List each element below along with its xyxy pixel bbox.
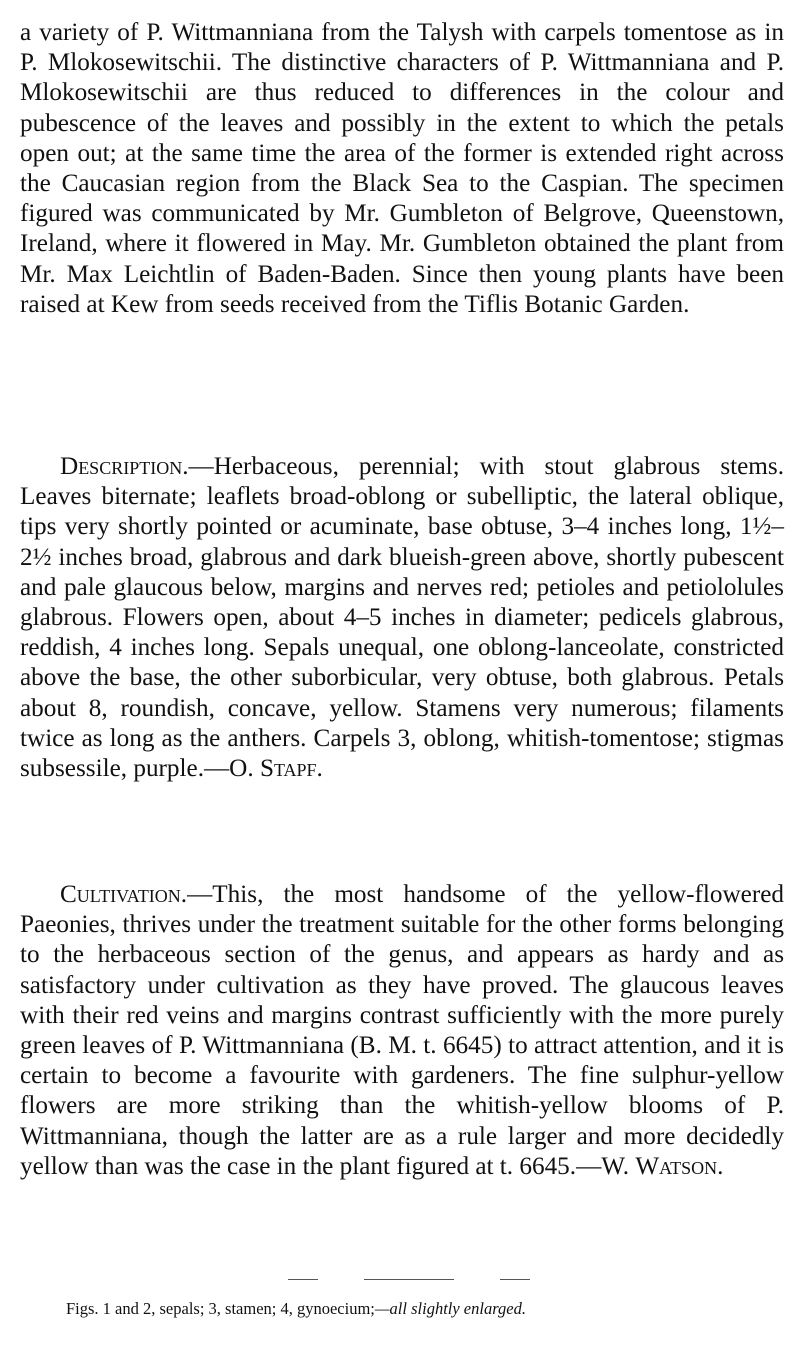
- term: Carpels: [313, 724, 391, 752]
- separator-rule: [288, 1279, 318, 1280]
- description-heading: Description.: [60, 453, 189, 480]
- text-run: and: [709, 49, 767, 77]
- paragraph-continuation: [20, 18, 784, 320]
- caption-note: —all slightly enlarged.: [374, 1299, 526, 1318]
- author-signature: Watson.: [635, 1152, 724, 1180]
- text-run: are thus reduced to differences in the colour and pubescence of the leaves and possibly in the extent to which the petals open out; at the same time the area of the former is extended right across the Caucasian region from the Black Sea to the Caspian. The specimen figured was communicated by Mr. Gumbleton of Belgrove, Queenstown, Ireland, where it flowered in May. Mr. Gumbleton obtained the plant from Mr. Max Leichtlin of Baden-Baden. Since then young plants have been raised at Kew from seeds received from the Tiflis Botanic Garden.: [20, 79, 784, 318]
- text-run: perennial; with stout glabrous stems.: [338, 453, 784, 480]
- species-name: P. Mlokosewitschii: [20, 49, 784, 107]
- term: Leaves: [20, 483, 92, 511]
- term: Petals: [723, 664, 784, 692]
- text-run: though the latter are as a rule larger and more decidedly yellow than was the case in the plant figured at t. 6645.—W.: [20, 1122, 784, 1180]
- species-name: P. Wittmanniana,: [20, 1092, 784, 1150]
- text-run: unequal, one oblong-lanceolate, constricted above the base, the other suborbicular, very obtuse, both glabrous.: [20, 634, 784, 692]
- term: Flowers: [122, 604, 204, 632]
- caption-text: Figs. 1 and 2, sepals; 3, stamen; 4, gynoecium;: [66, 1299, 375, 1318]
- species-name: P. Wittmanniana: [146, 19, 314, 46]
- author-signature: Stapf.: [259, 755, 323, 783]
- cultivation-paragraph: [20, 880, 784, 1182]
- species-name: P. Mlokosewitschii.: [20, 49, 223, 77]
- separator-rule: [500, 1279, 530, 1280]
- text-run: The distinctive characters of: [222, 49, 541, 77]
- cultivation-heading: Cultivation.: [60, 881, 188, 908]
- text-run: about 8, roundish, concave, yellow.: [20, 694, 416, 722]
- term: Sepals: [263, 634, 330, 662]
- species-name: P. Wittmanniana: [178, 1032, 345, 1060]
- text-run: —This, the most handsome of the yellow-flowered Paeonies, thrives under the treatment suitable for the other forms belonging to the herbaceous section of the genus, and appears as hardy and as satisfactory under cultivation as they have proved. The glaucous leaves with their red veins and margins contrast sufficiently with the more purely green leaves of: [20, 881, 784, 1060]
- text-run: open, about 4–5 inches in diameter; pedicels glabrous, reddish, 4 inches long.: [20, 604, 784, 662]
- separator-rule: [364, 1279, 454, 1280]
- text-run: (B. M. t. 6645) to attract attention, and it is certain to become a favourite with gardeners. The fine sulphur-yellow flowers are more striking than the whitish-yellow blooms of: [20, 1032, 784, 1120]
- text-run: from the Talysh with carpels tomentose as in: [313, 19, 785, 46]
- term: Herbaceous,: [213, 453, 339, 480]
- term: Stamens: [415, 694, 501, 722]
- species-name: P. Wittmanniana: [540, 49, 710, 77]
- text-run: very numerous; filaments twice as long as the anthers.: [20, 694, 784, 752]
- figure-caption: [66, 1299, 766, 1319]
- text-run: a variety of: [20, 19, 147, 46]
- text-run: biternate; leaflets broad-oblong or subelliptic, the lateral oblique, tips very shortly pointed or acuminate, base obtuse, 3–4 inches long, 1½–2½ inches broad, glabrous and dark blueish-green above, shortly pubescent and pale glaucous below, margins and nerves red; petioles and petiololules glabrous.: [20, 483, 784, 632]
- description-paragraph: [20, 452, 784, 784]
- text-run: —: [188, 453, 214, 480]
- text-run: 3, oblong, whitish-tomentose; stigmas subsessile, purple.—O.: [20, 724, 784, 783]
